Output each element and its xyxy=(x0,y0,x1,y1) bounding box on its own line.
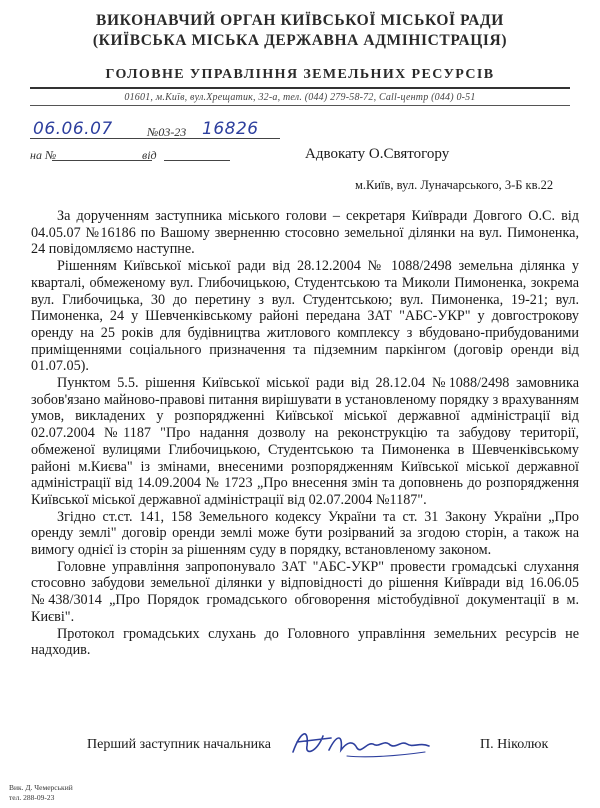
signatory-title: Перший заступник начальника xyxy=(87,737,271,752)
letter-body xyxy=(31,208,579,659)
handwritten-signature xyxy=(287,722,437,762)
registration-number: 16826 xyxy=(202,119,259,139)
executor-name: Вик. Д. Чемерський xyxy=(9,783,73,792)
reference-number-blank xyxy=(52,160,152,161)
signatory-name: П. Ніколюк xyxy=(480,737,549,752)
org-title-line1: ВИКОНАВЧИЙ ОРГАН КИЇВСЬКОЇ МІСЬКОЇ РАДИ xyxy=(96,12,504,29)
reference-line xyxy=(30,148,230,166)
org-title-line2: (КИЇВСЬКА МІСЬКА ДЕРЖАВНА АДМІНІСТРАЦІЯ) xyxy=(92,32,508,49)
registration-underline xyxy=(30,138,280,139)
org-address: 01601, м.Київ, вул.Хрещатик, 32-а, тел. (044) 279-58-72, Call-центр (044) 0-51 xyxy=(124,92,476,103)
registration-line xyxy=(30,119,280,145)
body-paragraph: Головне управління запропонувало ЗАТ "АБС-УКР" провести громадські слухання стосовно забудови земельної ділянки у відповідності до рішення Київради від 16.06.05 №438/3014 „Про Порядок громадського обговорення містобудівної документації в м. Києві". xyxy=(31,558,579,625)
header-rule-thick xyxy=(30,87,570,89)
body-paragraph: Рішенням Київської міської ради від 28.12.2004 № 1088/2498 земельна ділянка у кварталі, обмеженому вул. Глибочицькою, Студентською та Миколи Пимоненка, зокрема вул. Глибочицька, 30 до перетину з вул. Студентською; вул. Пимоненка, 19-21; вул. Пимоненка, 24 у Шевченківському районі передана ЗАТ "АБС-УКР" у довгострокову оренду на 25 років для будівництва житлового комплексу з вбудовано-прибудованими приміщеннями соціального призначення та підземним паркінгом (договір оренди від 01.07.05). xyxy=(31,258,579,375)
executor-phone: тел. 288-09-23 xyxy=(9,793,55,802)
body-paragraph: За дорученням заступника міського голови – секретаря Київради Довгого О.С. від 04.05.07 №16186 по Вашому зверненню стосовно земельної ділянки на вул. Пимоненка, 24 повідомляємо наступне. xyxy=(31,208,579,258)
department-title: ГОЛОВНЕ УПРАВЛІННЯ ЗЕМЕЛЬНИХ РЕСУРСІВ xyxy=(105,67,495,82)
reference-number-label: на № xyxy=(30,148,57,162)
registration-number-label: №03-23 xyxy=(147,125,187,139)
recipient-name: Адвокату О.Святогору xyxy=(305,146,450,162)
reference-date-blank xyxy=(164,160,230,161)
body-paragraph: Згідно ст.ст. 141, 158 Земельного кодексу України та ст. 31 Закону України „Про оренду землі" договір оренди землі може бути розірваний за згодою сторін, а також на вимогу однієї із сторін за рішенням суду в порядку, встановленому законом. xyxy=(31,508,579,559)
recipient-address: м.Київ, вул. Луначарського, 3-Б кв.22 xyxy=(355,178,554,192)
registration-date: 06.06.07 xyxy=(33,119,113,139)
body-paragraph: Протокол громадських слухань до Головного управління земельних ресурсів не надходив. xyxy=(31,625,579,659)
header-rule-thin xyxy=(30,105,570,106)
body-paragraph: Пунктом 5.5. рішення Київської міської ради від 28.12.04 №1088/2498 замовника зобов'язано майново-правові питання вирішувати в установленому порядку з врахуванням умов, викладених у розпорядженні Київської міської державної адміністрації від 02.07.2004 №1187 "Про надання дозволу на реконструкцію та забудову території, обмеженої вулицями Глибочицькою, Студентською та Пимоненка в Шевченківському районі м.Києва" із змінами, внесеними розпорядженням Київської міської державної адміністрації від 14.09.2004 № 1723 „Про внесення змін та доповнень до розпорядження Київської міської державної адміністрації від 02.07.2004 №1187". xyxy=(31,375,579,508)
reference-date-label: від xyxy=(142,148,157,162)
